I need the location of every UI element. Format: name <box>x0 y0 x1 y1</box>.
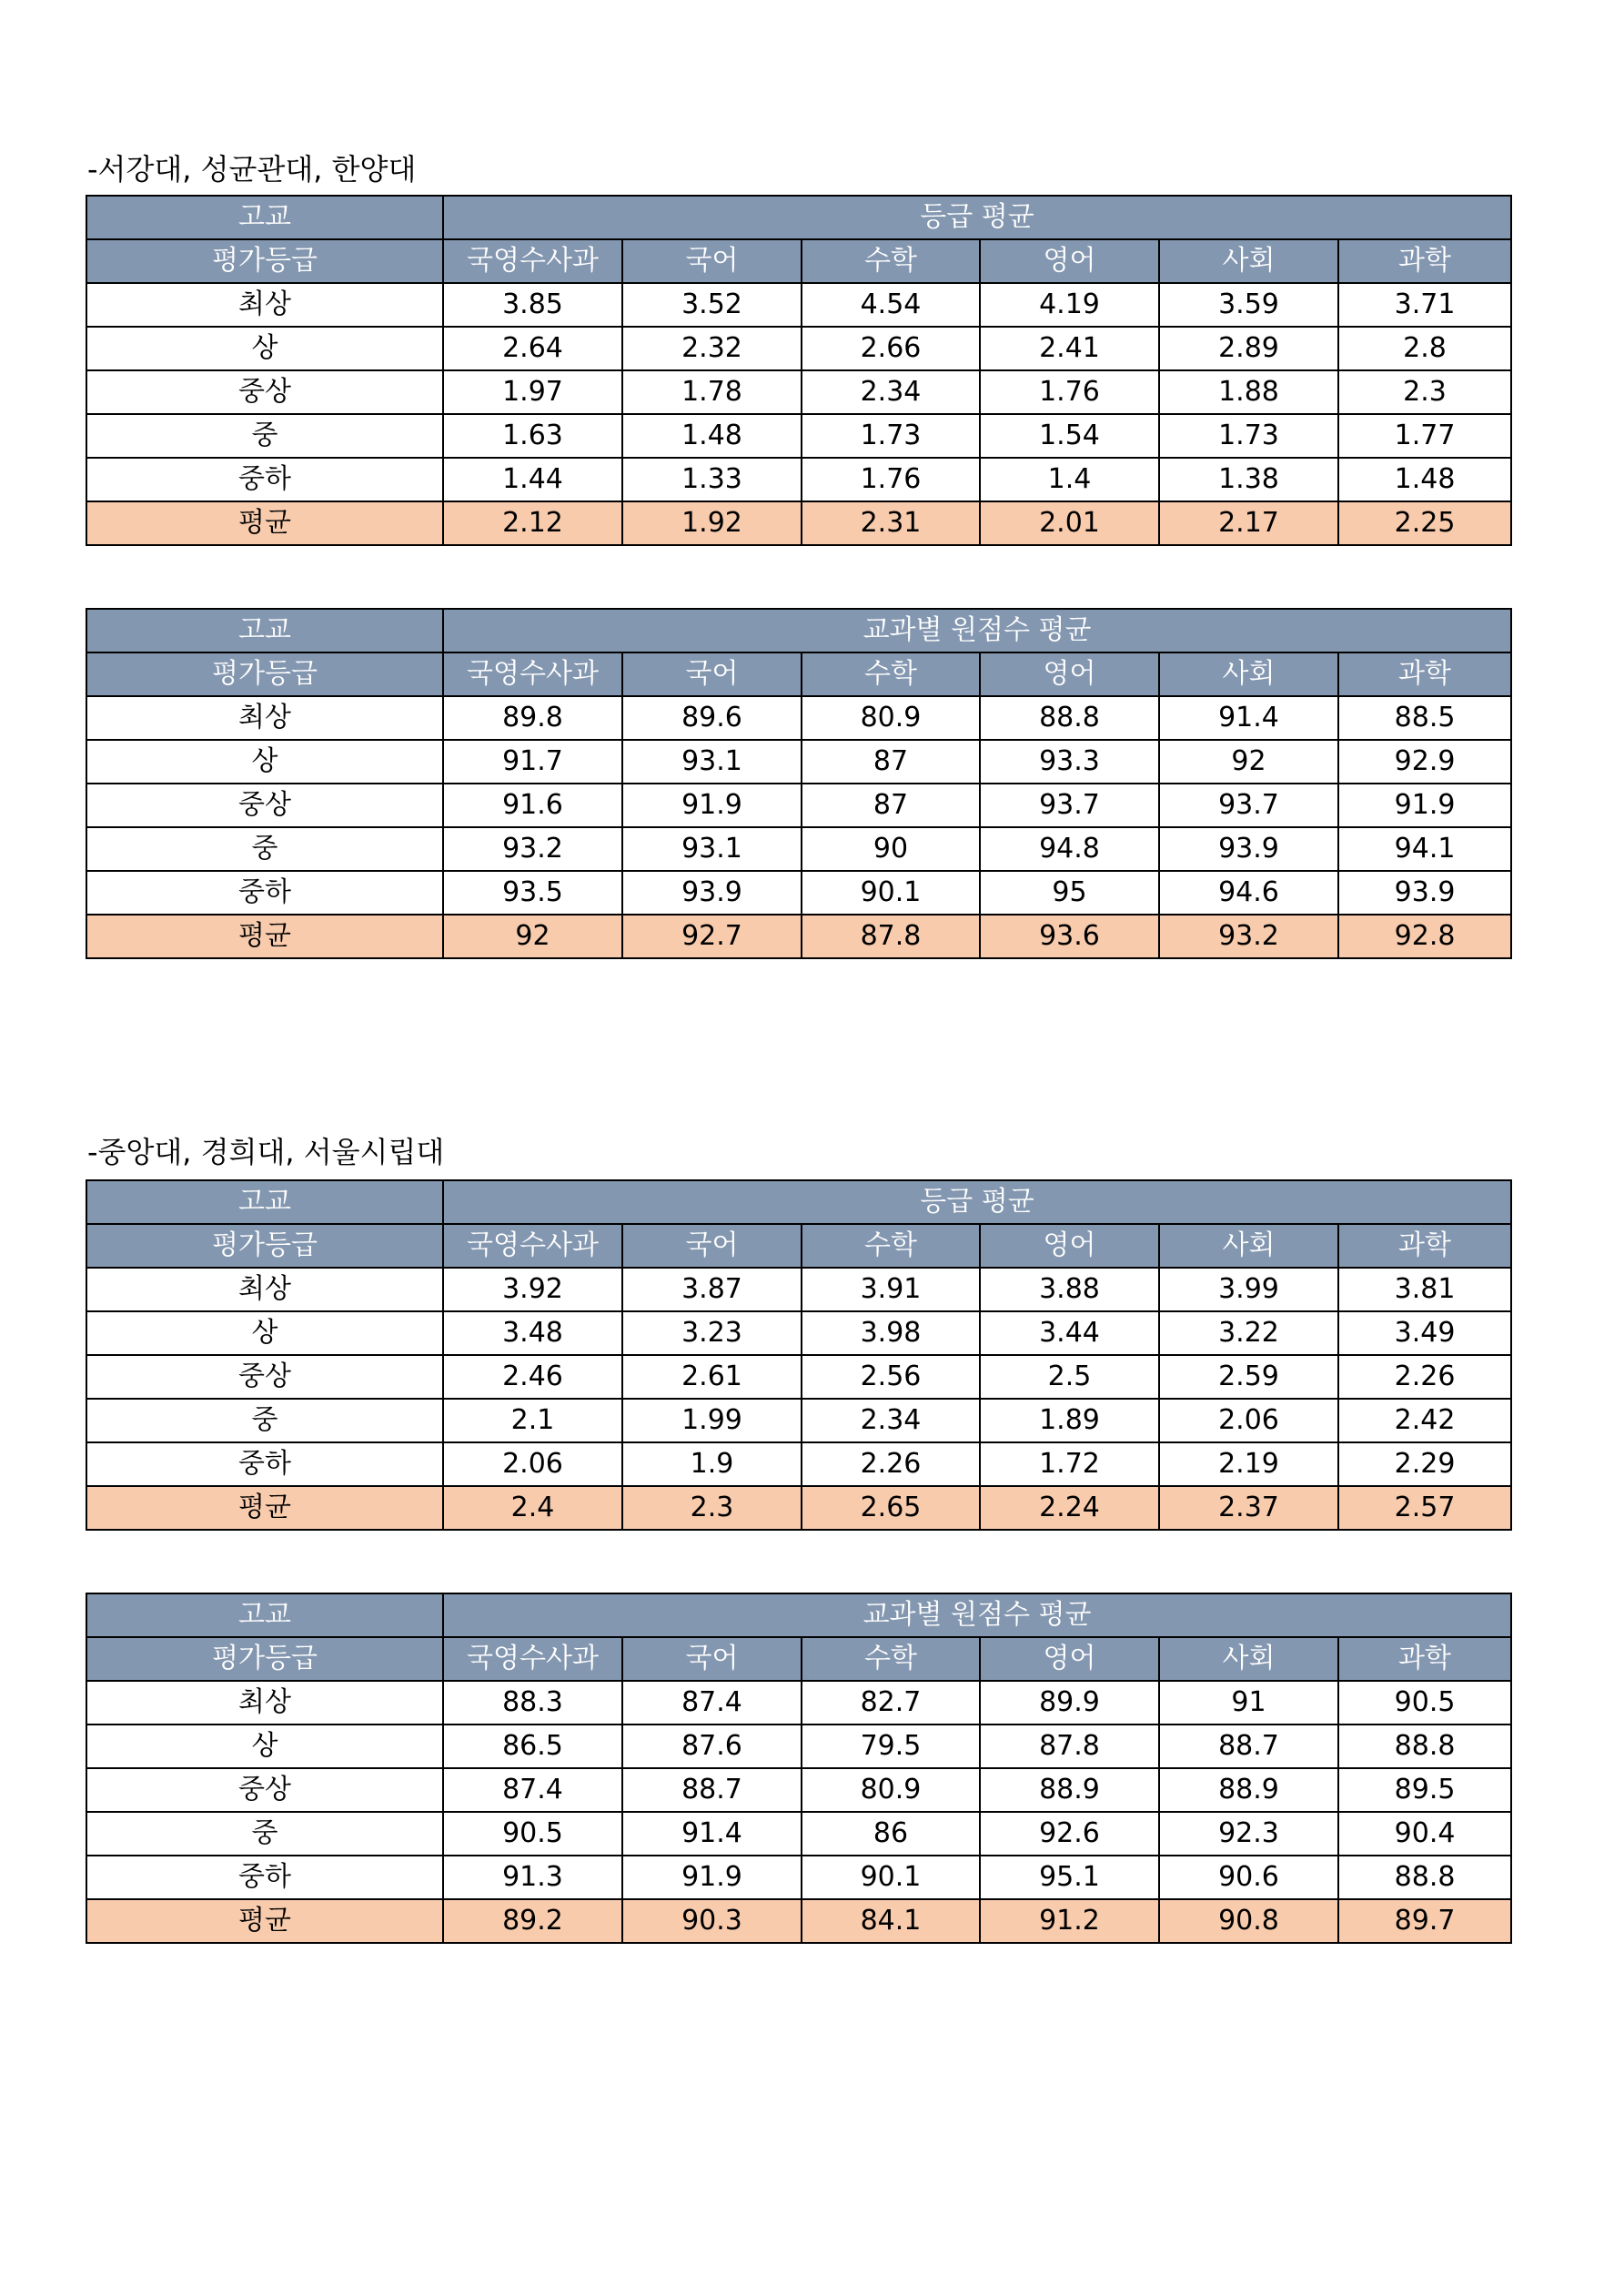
value-cell: 90.5 <box>1338 1681 1511 1725</box>
value-cell: 2.1 <box>443 1399 622 1442</box>
value-cell: 1.72 <box>980 1442 1159 1486</box>
value-cell: 2.59 <box>1159 1355 1338 1399</box>
value-cell: 1.33 <box>622 458 802 501</box>
row-label-cell: 중 <box>86 1399 443 1442</box>
column-header: 국어 <box>622 1637 802 1681</box>
table-row <box>86 1268 1511 1311</box>
value-cell: 1.54 <box>980 414 1159 458</box>
value-cell: 87.8 <box>980 1725 1159 1768</box>
row-label-cell: 상 <box>86 327 443 370</box>
value-cell: 3.88 <box>980 1268 1159 1311</box>
average-value-cell: 1.92 <box>622 501 802 545</box>
value-cell: 87 <box>802 740 980 784</box>
column-header: 국어 <box>622 652 802 696</box>
value-cell: 90.6 <box>1159 1856 1338 1899</box>
table-row <box>86 1442 1511 1486</box>
value-cell: 1.9 <box>622 1442 802 1486</box>
column-header: 영어 <box>980 239 1159 283</box>
value-cell: 91.7 <box>443 740 622 784</box>
column-header: 수학 <box>802 1637 980 1681</box>
table-row <box>86 1399 1511 1442</box>
value-cell: 2.19 <box>1159 1442 1338 1486</box>
value-cell: 88.8 <box>980 696 1159 740</box>
table-row <box>86 1681 1511 1725</box>
value-cell: 80.9 <box>802 1768 980 1812</box>
value-cell: 3.52 <box>622 283 802 327</box>
value-cell: 4.54 <box>802 283 980 327</box>
value-cell: 4.19 <box>980 283 1159 327</box>
average-value-cell: 2.4 <box>443 1486 622 1530</box>
row-label-cell: 중 <box>86 414 443 458</box>
value-cell: 1.73 <box>802 414 980 458</box>
average-value-cell: 89.2 <box>443 1899 622 1943</box>
average-value-cell: 92.8 <box>1338 915 1511 958</box>
column-header: 영어 <box>980 1224 1159 1268</box>
average-label-cell: 평균 <box>86 1899 443 1943</box>
table-row <box>86 283 1511 327</box>
value-cell: 1.4 <box>980 458 1159 501</box>
header-table-title: 등급 평균 <box>443 1180 1511 1224</box>
value-cell: 87.4 <box>443 1768 622 1812</box>
value-cell: 93.9 <box>1338 871 1511 915</box>
value-cell: 1.97 <box>443 370 622 414</box>
column-header: 평가등급 <box>86 1637 443 1681</box>
row-label-cell: 중하 <box>86 1442 443 1486</box>
row-label-cell: 최상 <box>86 696 443 740</box>
average-label-cell: 평균 <box>86 915 443 958</box>
value-cell: 92.6 <box>980 1812 1159 1856</box>
value-cell: 88.8 <box>1338 1856 1511 1899</box>
value-cell: 2.06 <box>1159 1399 1338 1442</box>
row-label-cell: 중 <box>86 827 443 871</box>
column-header: 과학 <box>1338 1637 1511 1681</box>
value-cell: 2.66 <box>802 327 980 370</box>
table-row <box>86 1812 1511 1856</box>
average-value-cell: 2.31 <box>802 501 980 545</box>
average-value-cell: 90.8 <box>1159 1899 1338 1943</box>
value-cell: 3.85 <box>443 283 622 327</box>
value-cell: 1.63 <box>443 414 622 458</box>
value-cell: 2.41 <box>980 327 1159 370</box>
row-label-cell: 최상 <box>86 283 443 327</box>
value-cell: 88.9 <box>980 1768 1159 1812</box>
average-label-cell: 평균 <box>86 501 443 545</box>
value-cell: 2.5 <box>980 1355 1159 1399</box>
value-cell: 1.99 <box>622 1399 802 1442</box>
value-cell: 92.3 <box>1159 1812 1338 1856</box>
average-value-cell: 84.1 <box>802 1899 980 1943</box>
row-label-cell: 중하 <box>86 458 443 501</box>
column-header: 수학 <box>802 652 980 696</box>
table-row <box>86 1355 1511 1399</box>
value-cell: 3.48 <box>443 1311 622 1355</box>
average-row <box>86 1486 1511 1530</box>
average-value-cell: 2.3 <box>622 1486 802 1530</box>
table-row <box>86 871 1511 915</box>
average-value-cell: 2.57 <box>1338 1486 1511 1530</box>
value-cell: 88.8 <box>1338 1725 1511 1768</box>
value-cell: 93.3 <box>980 740 1159 784</box>
value-cell: 2.46 <box>443 1355 622 1399</box>
table-raw-score-average-1 <box>86 608 1512 959</box>
value-cell: 3.98 <box>802 1311 980 1355</box>
table-grade-average-1 <box>86 195 1512 546</box>
average-value-cell: 2.24 <box>980 1486 1159 1530</box>
value-cell: 86 <box>802 1812 980 1856</box>
table-row <box>86 370 1511 414</box>
column-header: 국어 <box>622 239 802 283</box>
column-header: 사회 <box>1159 239 1338 283</box>
value-cell: 3.92 <box>443 1268 622 1311</box>
average-value-cell: 2.37 <box>1159 1486 1338 1530</box>
value-cell: 3.49 <box>1338 1311 1511 1355</box>
row-label-cell: 중하 <box>86 871 443 915</box>
value-cell: 3.44 <box>980 1311 1159 1355</box>
value-cell: 1.73 <box>1159 414 1338 458</box>
column-header: 과학 <box>1338 1224 1511 1268</box>
average-label-cell: 평균 <box>86 1486 443 1530</box>
value-cell: 2.26 <box>1338 1355 1511 1399</box>
value-cell: 93.7 <box>1159 784 1338 827</box>
value-cell: 2.26 <box>802 1442 980 1486</box>
value-cell: 3.91 <box>802 1268 980 1311</box>
average-value-cell: 90.3 <box>622 1899 802 1943</box>
column-header: 과학 <box>1338 239 1511 283</box>
table-row <box>86 696 1511 740</box>
value-cell: 2.89 <box>1159 327 1338 370</box>
value-cell: 93.1 <box>622 740 802 784</box>
value-cell: 2.32 <box>622 327 802 370</box>
column-header: 국어 <box>622 1224 802 1268</box>
value-cell: 3.23 <box>622 1311 802 1355</box>
value-cell: 91.3 <box>443 1856 622 1899</box>
average-value-cell: 92.7 <box>622 915 802 958</box>
value-cell: 87.4 <box>622 1681 802 1725</box>
value-cell: 2.34 <box>802 370 980 414</box>
table-row <box>86 1856 1511 1899</box>
column-header: 평가등급 <box>86 1224 443 1268</box>
column-header-row <box>86 1224 1511 1268</box>
value-cell: 79.5 <box>802 1725 980 1768</box>
value-cell: 94.6 <box>1159 871 1338 915</box>
average-value-cell: 2.01 <box>980 501 1159 545</box>
column-header: 국영수사과 <box>443 1224 622 1268</box>
column-header: 국영수사과 <box>443 239 622 283</box>
header-table-title: 교과별 원점수 평균 <box>443 609 1511 652</box>
value-cell: 88.3 <box>443 1681 622 1725</box>
average-row <box>86 915 1511 958</box>
row-label-cell: 중하 <box>86 1856 443 1899</box>
value-cell: 93.2 <box>443 827 622 871</box>
value-cell: 92 <box>1159 740 1338 784</box>
value-cell: 80.9 <box>802 696 980 740</box>
average-value-cell: 2.17 <box>1159 501 1338 545</box>
average-value-cell: 2.25 <box>1338 501 1511 545</box>
value-cell: 88.7 <box>1159 1725 1338 1768</box>
value-cell: 91.9 <box>622 1856 802 1899</box>
table-row <box>86 1768 1511 1812</box>
value-cell: 2.29 <box>1338 1442 1511 1486</box>
table-header-row <box>86 196 1511 239</box>
header-table-title: 등급 평균 <box>443 196 1511 239</box>
table-header-row <box>86 609 1511 652</box>
column-header-row <box>86 1637 1511 1681</box>
value-cell: 90.1 <box>802 1856 980 1899</box>
value-cell: 95 <box>980 871 1159 915</box>
row-label-cell: 최상 <box>86 1268 443 1311</box>
value-cell: 87.6 <box>622 1725 802 1768</box>
value-cell: 2.42 <box>1338 1399 1511 1442</box>
section-title-1: -서강대, 성균관대, 한양대 <box>87 152 417 187</box>
average-value-cell: 89.7 <box>1338 1899 1511 1943</box>
value-cell: 3.22 <box>1159 1311 1338 1355</box>
value-cell: 92.9 <box>1338 740 1511 784</box>
table-header-row <box>86 1593 1511 1637</box>
header-school: 고교 <box>86 1593 443 1637</box>
value-cell: 91.9 <box>622 784 802 827</box>
column-header: 영어 <box>980 652 1159 696</box>
table-row <box>86 458 1511 501</box>
value-cell: 91.4 <box>1159 696 1338 740</box>
value-cell: 94.8 <box>980 827 1159 871</box>
value-cell: 89.8 <box>443 696 622 740</box>
table-row <box>86 827 1511 871</box>
value-cell: 2.64 <box>443 327 622 370</box>
table-row <box>86 740 1511 784</box>
row-label-cell: 중상 <box>86 1768 443 1812</box>
value-cell: 88.7 <box>622 1768 802 1812</box>
header-table-title: 교과별 원점수 평균 <box>443 1593 1511 1637</box>
value-cell: 86.5 <box>443 1725 622 1768</box>
value-cell: 91.9 <box>1338 784 1511 827</box>
value-cell: 1.77 <box>1338 414 1511 458</box>
value-cell: 88.9 <box>1159 1768 1338 1812</box>
table-row <box>86 1311 1511 1355</box>
value-cell: 2.61 <box>622 1355 802 1399</box>
table-grade-average-2 <box>86 1179 1512 1531</box>
value-cell: 90.1 <box>802 871 980 915</box>
value-cell: 3.59 <box>1159 283 1338 327</box>
value-cell: 89.5 <box>1338 1768 1511 1812</box>
column-header-row <box>86 239 1511 283</box>
value-cell: 93.1 <box>622 827 802 871</box>
average-value-cell: 93.6 <box>980 915 1159 958</box>
row-label-cell: 상 <box>86 740 443 784</box>
column-header-row <box>86 652 1511 696</box>
table-row <box>86 327 1511 370</box>
table-raw-score-average-2 <box>86 1593 1512 1944</box>
value-cell: 3.71 <box>1338 283 1511 327</box>
value-cell: 1.89 <box>980 1399 1159 1442</box>
column-header: 국영수사과 <box>443 652 622 696</box>
value-cell: 89.6 <box>622 696 802 740</box>
value-cell: 88.5 <box>1338 696 1511 740</box>
value-cell: 1.78 <box>622 370 802 414</box>
value-cell: 91.6 <box>443 784 622 827</box>
value-cell: 1.76 <box>980 370 1159 414</box>
row-label-cell: 중상 <box>86 784 443 827</box>
average-value-cell: 2.12 <box>443 501 622 545</box>
value-cell: 2.56 <box>802 1355 980 1399</box>
value-cell: 2.3 <box>1338 370 1511 414</box>
value-cell: 3.81 <box>1338 1268 1511 1311</box>
value-cell: 1.76 <box>802 458 980 501</box>
row-label-cell: 중상 <box>86 1355 443 1399</box>
table-row <box>86 784 1511 827</box>
column-header: 사회 <box>1159 1224 1338 1268</box>
value-cell: 91.4 <box>622 1812 802 1856</box>
header-school: 고교 <box>86 609 443 652</box>
row-label-cell: 최상 <box>86 1681 443 1725</box>
value-cell: 82.7 <box>802 1681 980 1725</box>
value-cell: 2.8 <box>1338 327 1511 370</box>
section-title-2: -중앙대, 경희대, 서울시립대 <box>87 1135 445 1169</box>
value-cell: 93.5 <box>443 871 622 915</box>
average-row <box>86 501 1511 545</box>
value-cell: 93.9 <box>622 871 802 915</box>
value-cell: 3.99 <box>1159 1268 1338 1311</box>
row-label-cell: 상 <box>86 1311 443 1355</box>
value-cell: 1.38 <box>1159 458 1338 501</box>
average-value-cell: 92 <box>443 915 622 958</box>
row-label-cell: 상 <box>86 1725 443 1768</box>
row-label-cell: 중상 <box>86 370 443 414</box>
value-cell: 2.06 <box>443 1442 622 1486</box>
value-cell: 89.9 <box>980 1681 1159 1725</box>
row-label-cell: 중 <box>86 1812 443 1856</box>
average-value-cell: 2.65 <box>802 1486 980 1530</box>
value-cell: 93.7 <box>980 784 1159 827</box>
column-header: 수학 <box>802 1224 980 1268</box>
average-row <box>86 1899 1511 1943</box>
value-cell: 90 <box>802 827 980 871</box>
value-cell: 91 <box>1159 1681 1338 1725</box>
column-header: 영어 <box>980 1637 1159 1681</box>
column-header: 국영수사과 <box>443 1637 622 1681</box>
header-school: 고교 <box>86 196 443 239</box>
header-school: 고교 <box>86 1180 443 1224</box>
average-value-cell: 87.8 <box>802 915 980 958</box>
value-cell: 95.1 <box>980 1856 1159 1899</box>
table-header-row <box>86 1180 1511 1224</box>
value-cell: 3.87 <box>622 1268 802 1311</box>
value-cell: 94.1 <box>1338 827 1511 871</box>
column-header: 사회 <box>1159 652 1338 696</box>
column-header: 평가등급 <box>86 239 443 283</box>
value-cell: 90.4 <box>1338 1812 1511 1856</box>
table-row <box>86 1725 1511 1768</box>
value-cell: 87 <box>802 784 980 827</box>
column-header: 수학 <box>802 239 980 283</box>
value-cell: 93.9 <box>1159 827 1338 871</box>
value-cell: 1.48 <box>1338 458 1511 501</box>
average-value-cell: 93.2 <box>1159 915 1338 958</box>
average-value-cell: 91.2 <box>980 1899 1159 1943</box>
value-cell: 1.48 <box>622 414 802 458</box>
column-header: 평가등급 <box>86 652 443 696</box>
value-cell: 2.34 <box>802 1399 980 1442</box>
column-header: 사회 <box>1159 1637 1338 1681</box>
value-cell: 1.44 <box>443 458 622 501</box>
table-row <box>86 414 1511 458</box>
value-cell: 90.5 <box>443 1812 622 1856</box>
value-cell: 1.88 <box>1159 370 1338 414</box>
column-header: 과학 <box>1338 652 1511 696</box>
